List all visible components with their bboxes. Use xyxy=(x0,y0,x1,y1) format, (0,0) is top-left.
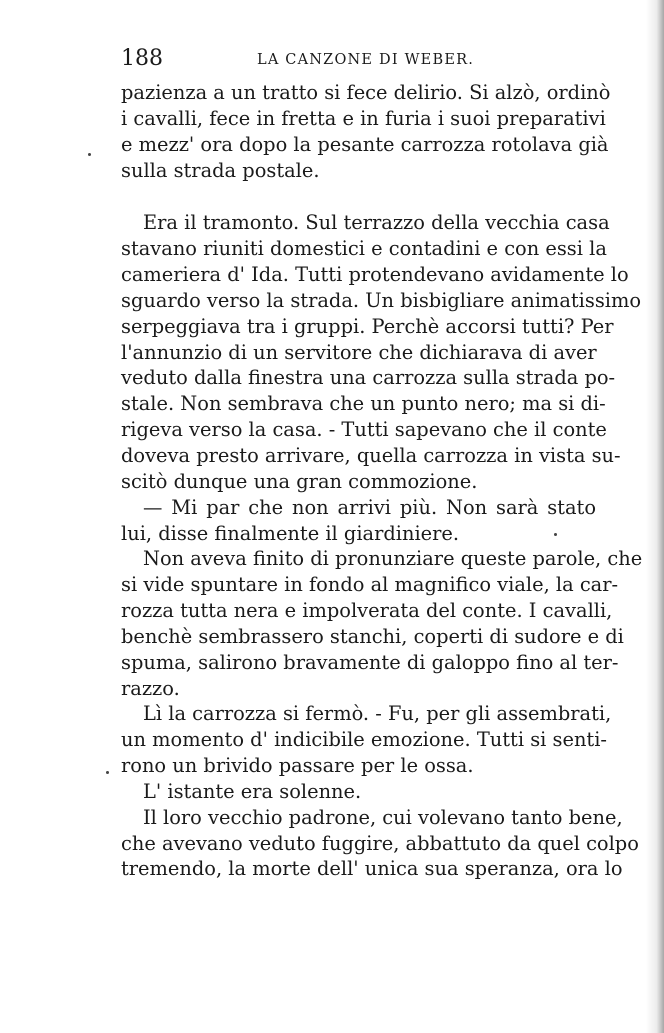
page-header xyxy=(121,46,596,76)
text-line: sguardo verso la strada. Un bisbigliare animatissimo xyxy=(121,288,642,312)
text-line: si vide spuntare in fondo al magnifico viale, la car- xyxy=(121,573,619,597)
text-line: L' istante era solenne. xyxy=(143,779,362,803)
text-line: Lì la carrozza si fermò. - Fu, per gli assembrati, xyxy=(143,702,612,726)
text-line: i cavalli, fece in fretta e in furia i suoi preparativi xyxy=(121,106,606,130)
text-line: veduto dalla finestra una carrozza sulla strada po- xyxy=(121,366,616,390)
text-line: rigeva verso la casa. - Tutti sapevano che il conte xyxy=(121,418,607,442)
text-line: — Mi par che non arrivi più. Non sarà stato xyxy=(143,495,596,519)
text-line: cameriera d' Ida. Tutti protendevano avidamente lo xyxy=(121,263,629,287)
text-line: razzo. xyxy=(121,676,180,700)
text-line: tremendo, la morte dell' unica sua speranza, ora lo xyxy=(121,857,623,881)
text-line: rozza tutta nera e impolverata del conte. I cavalli, xyxy=(121,599,613,623)
text-line: pazienza a un tratto si fece delirio. Si alzò, ordinò xyxy=(121,81,611,104)
page-edge-shadow xyxy=(646,0,664,1033)
text-line: che avevano veduto fuggire, abbattuto da quel colpo xyxy=(121,831,639,855)
text-line: Il loro vecchio padrone, cui volevano tanto bene, xyxy=(143,805,623,829)
text-line: l'annunzio di un servitore che dichiarava di aver xyxy=(121,340,597,364)
text-line: Era il tramonto. Sul terrazzo della vecchia casa xyxy=(143,211,610,235)
running-title: LA CANZONE DI WEBER. xyxy=(257,52,475,68)
text-line: spuma, salirono bravamente di galoppo fino al ter- xyxy=(121,650,619,674)
text-line: serpeggiava tra i gruppi. Perchè accorsi tutti? Per xyxy=(121,314,614,338)
text-line: stavano riuniti domestici e contadini e con essi la xyxy=(121,237,607,261)
text-line: e mezz' ora dopo la pesante carrozza rotolava già xyxy=(121,132,609,156)
print-speck xyxy=(88,153,91,156)
text-line: stale. Non sembrava che un punto nero; ma si di- xyxy=(121,392,606,416)
text-line: Non aveva finito di pronunziare queste parole, che xyxy=(143,547,643,571)
text-line: sulla strada postale. xyxy=(121,158,320,182)
print-speck xyxy=(106,771,109,774)
text-line: rono un brivido passare per le ossa. xyxy=(121,754,474,778)
text-line: scitò dunque una gran commozione. xyxy=(121,469,478,493)
text-line: doveva presto arrivare, quella carrozza in vista su- xyxy=(121,443,621,467)
text-line: lui, disse finalmente il giardiniere. xyxy=(121,521,460,545)
page-number: 188 xyxy=(121,46,163,71)
paragraph-gap xyxy=(121,183,596,210)
body-text xyxy=(121,80,643,882)
text-line: benchè sembrassero stanchi, coperti di sudore e di xyxy=(121,624,624,648)
text-line: un momento d' indicibile emozione. Tutti si senti- xyxy=(121,728,607,752)
print-speck xyxy=(554,533,557,536)
